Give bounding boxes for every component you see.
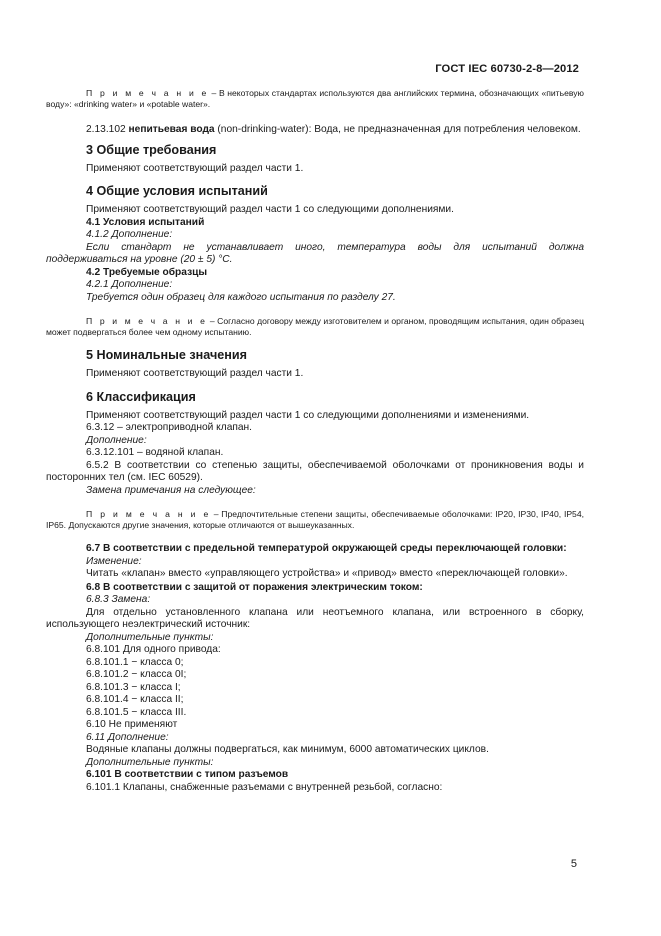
change-label: Изменение: <box>86 555 142 567</box>
note-label: П р и м е ч а н и е <box>86 88 209 98</box>
list-item: 6.8.101.2 − класса 0I; <box>86 669 187 680</box>
clause-6-10: 6.10 Не применяют <box>86 719 178 730</box>
addition-label: Дополнение: <box>86 434 147 446</box>
document-body <box>46 84 584 794</box>
clause-4-1-2-text: Если стандарт не устанавливает иного, температура воды для испытаний должна поддерживаться на уровне (20 ± 5) °С. <box>46 241 584 265</box>
section-4-heading: 4 Общие условия испытаний <box>86 184 268 198</box>
note-label: П р и м е ч а н и е <box>86 316 208 326</box>
section-3-heading: 3 Общие требования <box>86 142 217 157</box>
definition-number: 2.13.102 <box>86 124 126 135</box>
definition-term: непитьевая вода <box>128 124 215 135</box>
section-3-body: Применяют соответствующий раздел части 1. <box>86 162 304 174</box>
clause-4-2-1: 4.2.1 Дополнение: <box>86 279 173 290</box>
clause-6-3-12-101: 6.3.12.101 – водяной клапан. <box>86 447 224 458</box>
additional-points-label: Дополнительные пункты: <box>86 631 214 643</box>
subsection-4-2-heading: 4.2 Требуемые образцы <box>86 266 208 278</box>
clause-6-7-heading: 6.7 В соответствии с предельной температурой окружающей среды переключающей головки: <box>86 543 567 554</box>
subsection-4-1-heading: 4.1 Условия испытаний <box>86 216 205 228</box>
replacement-label: Замена примечания на следующее: <box>86 484 256 496</box>
note-text: – Согласно договору между изготовителем и органом, проводящим испытания, один образец может подвергаться более чем одному испытанию. <box>46 316 585 337</box>
list-item: 6.8.101.1 − класса 0; <box>86 656 184 668</box>
clause-6-11: 6.11 Дополнение: <box>86 731 169 743</box>
note-paragraph <box>46 88 584 110</box>
document-header: ГОСТ IEC 60730-2-8—2012 <box>435 63 579 75</box>
note-text: – Предпочтительные степени защиты, обеспечиваемые оболочками: IP20, IP30, IP40, IP54, IP65. Допускаются другие значения, которые отличаются от вышеуказанных. <box>46 509 585 530</box>
clause-4-1-2: 4.1.2 Дополнение: <box>86 229 173 240</box>
note-text: – В некоторых стандартах используются два английских термина, обозначающих «питьевую воду»: «drinking water» и «potable water». <box>46 88 584 109</box>
definition-paragraph <box>46 124 584 137</box>
clause-4-2-1-text: Требуется один образец для каждого испытания по разделу 27. <box>86 291 396 303</box>
note-paragraph <box>46 509 584 531</box>
clause-6-101-1: 6.101.1 Клапаны, снабженные разъемами с внутренней резьбой, согласно: <box>86 781 443 793</box>
list-item: 6.8.101 Для одного привода: <box>86 644 221 655</box>
section-5-body: Применяют соответствующий раздел части 1. <box>86 368 304 379</box>
section-6-body: Применяют соответствующий раздел части 1 со следующими дополнениями и изменениями. <box>86 409 530 421</box>
section-5-heading: 5 Номинальные значения <box>86 348 247 362</box>
note-paragraph <box>46 316 584 338</box>
additional-points-label: Дополнительные пункты: <box>86 756 214 768</box>
page-number: 5 <box>570 858 577 870</box>
clause-6-8-heading: 6.8 В соответствии с защитой от поражения электрическим током: <box>86 581 423 593</box>
clause-6-7-text: Читать «клапан» вместо «управляющего устройства» и «привод» вместо «переключающей головки». <box>86 568 568 579</box>
section-4-body: Применяют соответствующий раздел части 1 со следующими дополнениями. <box>86 204 454 215</box>
clause-6-5-2: 6.5.2 В соответствии со степенью защиты, обеспечиваемой оболочками от проникновения воды и посторонних тел (см. IEC 60529). <box>46 459 584 483</box>
definition-text: (non-drinking-water): Вода, не предназначенная для потребления человеком. <box>214 124 581 135</box>
clause-6-8-3-text: Для отдельно установленного клапана или неотъемного клапана, или встроенного в сборку, использующего неэлектрический источник: <box>46 606 584 630</box>
clause-6-11-text: Водяные клапаны должны подвергаться, как минимум, 6000 автоматических циклов. <box>86 744 489 755</box>
list-item: 6.8.101.5 − класса III. <box>86 706 187 718</box>
note-label: П р и м е ч а н и е <box>86 509 211 519</box>
clause-6-101-heading: 6.101 В соответствии с типом разъемов <box>86 769 289 780</box>
list-item: 6.8.101.3 − класса I; <box>86 681 181 693</box>
section-6-heading: 6 Классификация <box>86 389 196 404</box>
clause-6-3-12: 6.3.12 – электроприводной клапан. <box>86 422 252 433</box>
clause-6-8-3: 6.8.3 Замена: <box>86 594 151 605</box>
list-item: 6.8.101.4 − класса II; <box>86 694 184 705</box>
